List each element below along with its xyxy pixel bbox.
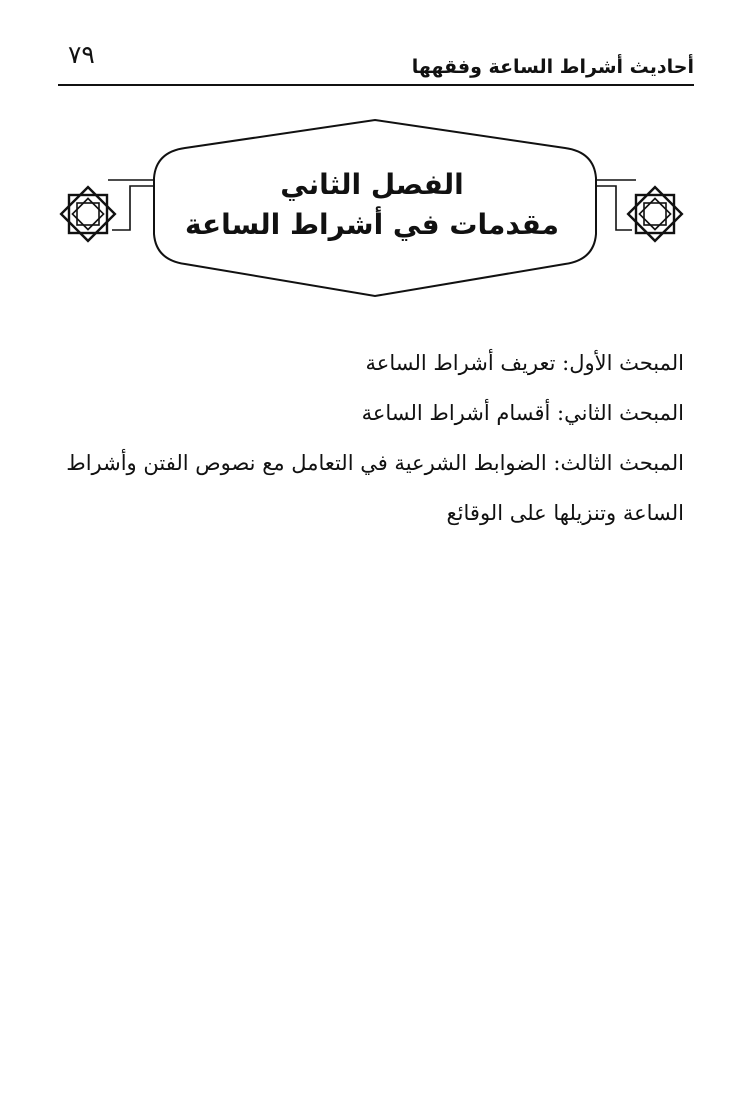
section-item-1: المبحث الأول: تعريف أشراط الساعة bbox=[365, 351, 684, 375]
chapter-banner bbox=[0, 110, 744, 310]
header-rule bbox=[58, 84, 694, 86]
running-title: أحاديث أشراط الساعة وفقهها bbox=[411, 56, 694, 78]
page-header bbox=[0, 0, 744, 100]
page-number: ٧٩ bbox=[68, 40, 95, 69]
chapter-title: الفصل الثاني bbox=[280, 168, 464, 201]
chapter-subtitle: مقدمات في أشراط الساعة bbox=[184, 208, 559, 241]
section-list bbox=[52, 338, 684, 538]
section-item-2: المبحث الثاني: أقسام أشراط الساعة bbox=[361, 401, 684, 425]
section-item-3: المبحث الثالث: الضوابط الشرعية في التعامل مع نصوص الفتن وأشراط الساعة وتنزيلها على الوقائع bbox=[66, 451, 684, 525]
